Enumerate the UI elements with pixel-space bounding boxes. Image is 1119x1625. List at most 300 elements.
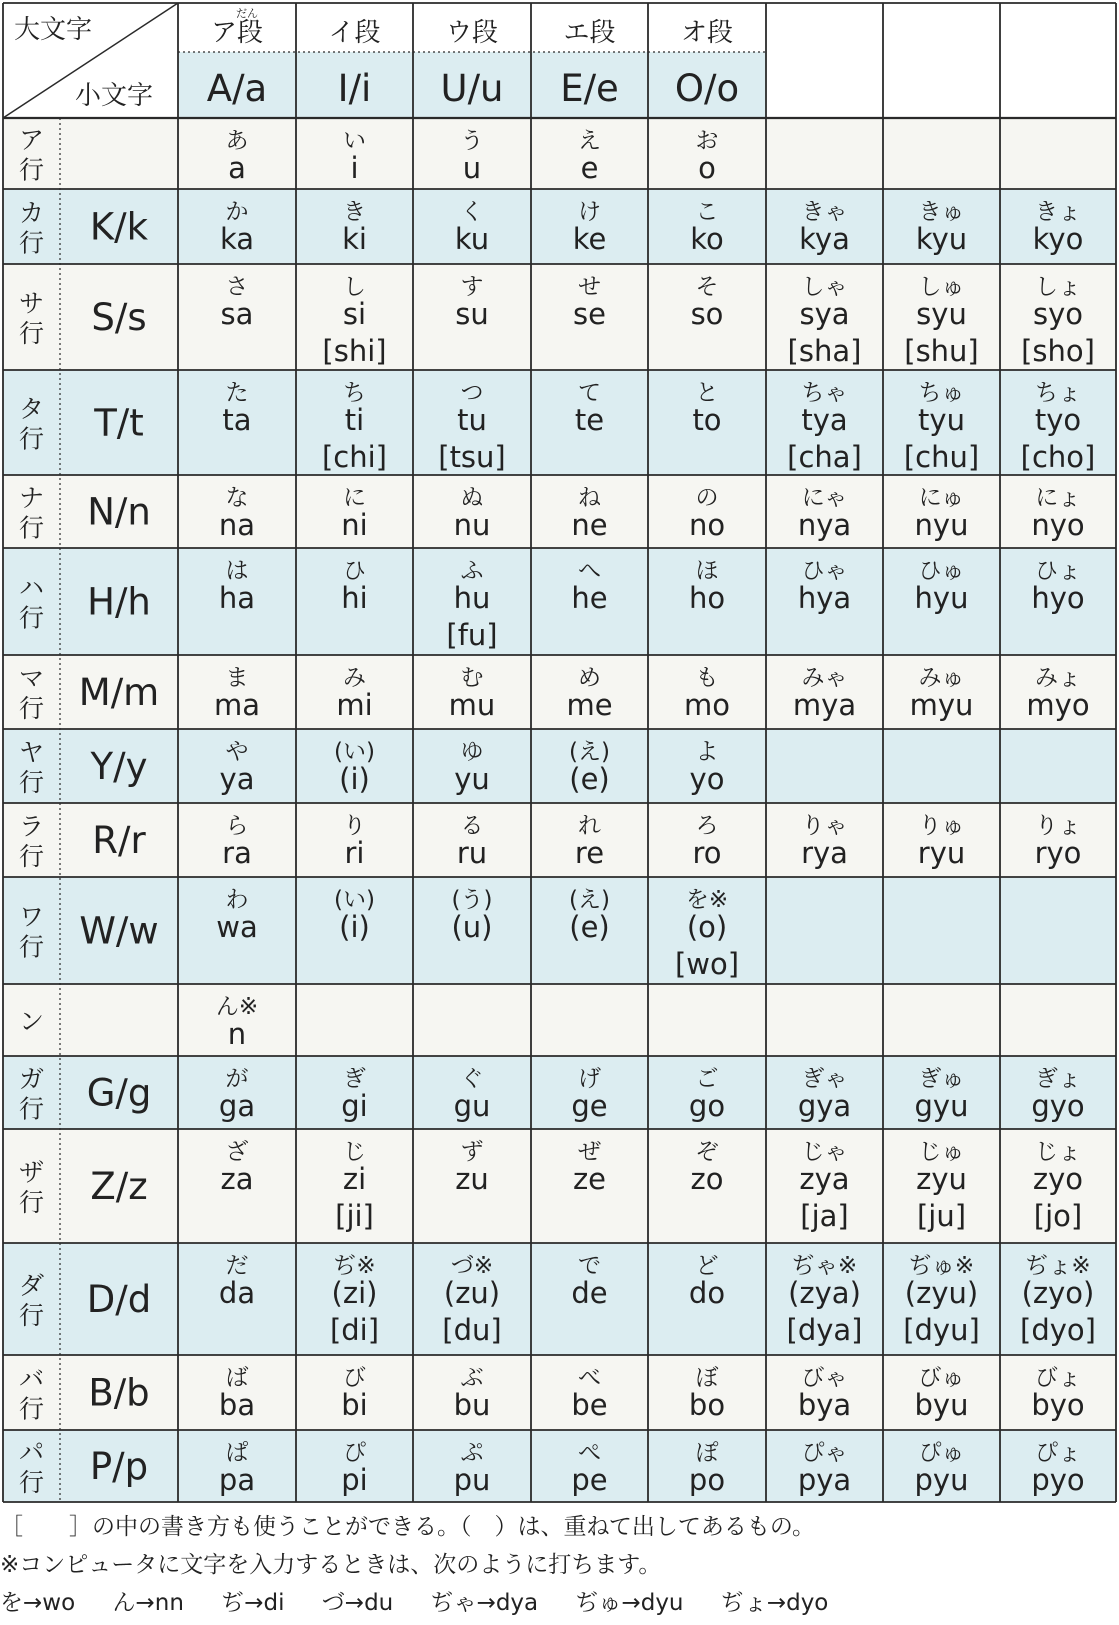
cell-romaji: zo [690, 1162, 724, 1196]
cell-romaji: zya [799, 1162, 850, 1196]
cell-romaji: bo [688, 1388, 726, 1422]
row-latin-label: K/k [89, 205, 149, 249]
cell-romaji: (o) [686, 910, 728, 944]
gyo-suffix: 行 [18, 155, 45, 185]
cell-kana: りゃ [801, 813, 848, 839]
cell-alt-romaji: [jo] [1033, 1199, 1083, 1233]
cell-romaji: ba [218, 1388, 256, 1422]
cell-alt-romaji: [chu] [903, 440, 980, 474]
cell-romaji: a [228, 151, 246, 185]
cell-romaji: ge [571, 1089, 608, 1123]
cell-kana: ど [695, 1253, 719, 1279]
gyo-kana: ザ [18, 1158, 45, 1187]
cell-romaji: zu [455, 1162, 489, 1196]
cell-kana: た [225, 380, 249, 406]
cell-romaji: bya [797, 1388, 852, 1422]
cell-kana: さ [225, 274, 249, 300]
cell-kana: ご [695, 1066, 719, 1092]
cell-kana: こ [695, 199, 719, 225]
gyo-suffix: 行 [18, 603, 45, 633]
cell-alt-romaji: [chi] [321, 440, 388, 474]
column-latin-header: U/u [440, 67, 504, 110]
dan-ruby: だん [236, 7, 258, 20]
cell-kana: む [460, 665, 484, 691]
cell-kana: ひょ [1035, 558, 1081, 584]
conversion-item: ぢょ→dyo [720, 1590, 829, 1616]
gyo-suffix: 行 [18, 1301, 45, 1330]
row-latin-label: B/b [88, 1371, 150, 1415]
cell-kana: そ [695, 274, 719, 300]
cell-romaji: da [218, 1276, 256, 1310]
cell-romaji: ti [344, 403, 365, 437]
cell-kana: にゃ [801, 485, 848, 511]
cell-kana: しゃ [801, 274, 848, 300]
cell-kana: や [225, 739, 249, 765]
cell-romaji: (i) [339, 762, 370, 796]
cell-romaji: ro [692, 836, 722, 870]
gyo-suffix: 行 [18, 424, 45, 454]
cell-kana: づ※ [450, 1253, 494, 1279]
cell-kana: へ [578, 558, 601, 584]
cell-romaji: me [566, 688, 613, 722]
cell-kana: が [225, 1066, 249, 1092]
gyo-kana: ン [18, 1007, 45, 1036]
gyo-kana: サ [18, 289, 45, 318]
cell-kana: す [460, 274, 484, 300]
cell-alt-romaji: [tsu] [438, 440, 506, 474]
footnotes [0, 1508, 1119, 1622]
header-lower-label: 小文字 [75, 81, 154, 111]
gyo-kana: カ [18, 198, 45, 228]
cell-romaji: ru [456, 836, 488, 870]
cell-kana: ひゃ [801, 558, 848, 584]
cell-romaji: myu [909, 688, 974, 722]
cell-romaji: o [698, 151, 716, 185]
cell-kana: ね [578, 485, 601, 511]
cell-romaji: nyu [914, 508, 969, 542]
cell-kana: ぴ [343, 1440, 366, 1466]
cell-kana: な [225, 485, 249, 511]
cell-kana: じょ [1035, 1139, 1081, 1165]
cell-romaji: na [218, 508, 256, 542]
cell-kana: よ [695, 739, 719, 765]
cell-romaji: se [573, 297, 606, 331]
cell-kana: りゅ [918, 813, 965, 839]
gyo-kana: ハ [18, 573, 45, 603]
row-latin-label: T/t [94, 401, 144, 445]
gyo-kana: マ [18, 664, 45, 693]
cell-romaji: ku [454, 222, 490, 256]
cell-romaji: ka [219, 222, 255, 256]
cell-romaji: he [571, 581, 608, 615]
column-latin-header: I/i [337, 67, 372, 110]
cell-kana: せ [578, 274, 601, 300]
cell-alt-romaji: [dyo] [1020, 1313, 1096, 1347]
cell-romaji: gya [797, 1089, 852, 1123]
cell-alt-romaji: [fu] [446, 618, 498, 652]
gyo-kana: ワ [18, 902, 45, 932]
cell-kana: (う) [451, 887, 493, 913]
cell-romaji: hya [797, 581, 852, 615]
cell-kana: (え) [569, 739, 610, 765]
conversion-list [0, 1584, 1119, 1622]
cell-kana: ざ [225, 1139, 249, 1165]
cell-kana: ぢ※ [333, 1253, 376, 1279]
cell-kana: の [695, 485, 719, 511]
cell-kana: れ [578, 813, 601, 839]
row-band [3, 877, 1116, 984]
cell-kana: ぼ [695, 1365, 719, 1391]
gyo-suffix: 行 [18, 694, 45, 723]
cell-kana: く [460, 199, 484, 225]
cell-kana: ぐ [460, 1066, 484, 1092]
cell-romaji: (e) [569, 762, 610, 796]
cell-romaji: ha [218, 581, 256, 615]
cell-romaji: ni [341, 508, 368, 542]
cell-kana: ちゃ [801, 380, 848, 406]
cell-kana: きゃ [801, 199, 848, 225]
cell-romaji: so [690, 297, 724, 331]
cell-kana: ぜ [578, 1139, 601, 1165]
cell-romaji: ho [688, 581, 726, 615]
column-latin-header: E/e [560, 67, 619, 110]
cell-romaji: pyo [1031, 1463, 1085, 1497]
gyo-suffix: 行 [18, 319, 45, 348]
cell-kana: にゅ [918, 485, 965, 511]
cell-alt-romaji: [cho] [1020, 440, 1096, 474]
cell-romaji: pya [797, 1463, 852, 1497]
cell-romaji: (zi) [331, 1276, 378, 1310]
gyo-suffix: 行 [18, 1468, 45, 1497]
conversion-item: を→wo [0, 1590, 76, 1616]
cell-kana: じゃ [801, 1139, 848, 1165]
cell-romaji: ryo [1034, 836, 1082, 870]
conversion-item: づ→du [321, 1590, 394, 1616]
cell-romaji: ri [344, 836, 365, 870]
cell-kana: ほ [695, 558, 719, 584]
cell-kana: ぱ [225, 1440, 249, 1466]
column-kana-header: イ段 [328, 18, 381, 48]
cell-kana: お [695, 128, 719, 154]
row-latin-label: P/p [89, 1445, 149, 1488]
cell-romaji: n [227, 1017, 247, 1051]
gyo-kana: パ [18, 1438, 45, 1467]
cell-romaji: i [350, 151, 359, 185]
cell-kana: め [578, 665, 601, 691]
cell-kana: ぎゅ [918, 1066, 965, 1092]
cell-romaji: pyu [914, 1463, 969, 1497]
cell-kana: し [343, 274, 366, 300]
cell-romaji: ne [571, 508, 608, 542]
cell-romaji: yo [689, 762, 725, 796]
cell-romaji: ki [342, 222, 367, 256]
cell-romaji: byu [914, 1388, 969, 1422]
cell-romaji: te [574, 403, 605, 437]
gyo-kana: ア [18, 125, 45, 155]
row-latin-label: H/h [87, 580, 151, 624]
cell-romaji: hu [453, 581, 491, 615]
row-band [3, 118, 1116, 189]
cell-romaji: ya [219, 762, 255, 796]
cell-romaji: mo [684, 688, 730, 722]
cell-kana: ちゅ [918, 380, 965, 406]
cell-romaji: de [571, 1276, 608, 1310]
cell-kana: (い) [334, 739, 375, 765]
cell-romaji: tya [801, 403, 848, 437]
cell-alt-romaji: [sha] [787, 334, 862, 368]
cell-romaji: za [220, 1162, 254, 1196]
cell-kana: ゆ [460, 739, 484, 765]
row-latin-label: D/d [86, 1278, 152, 1321]
row-band [3, 729, 1116, 803]
conversion-item: ぢ→di [221, 1590, 285, 1616]
cell-kana: み [343, 665, 366, 691]
cell-romaji: pu [453, 1463, 491, 1497]
cell-kana: だ [225, 1253, 249, 1279]
cell-romaji: ryu [917, 836, 966, 870]
cell-kana: ぢゅ※ [908, 1253, 975, 1279]
cell-alt-romaji: [ju] [916, 1199, 967, 1233]
cell-kana: ちょ [1035, 380, 1081, 406]
cell-romaji: (i) [339, 910, 370, 944]
cell-kana: ば [225, 1365, 249, 1391]
cell-romaji: su [455, 297, 489, 331]
cell-romaji: ko [690, 222, 724, 256]
cell-kana: あ [225, 128, 249, 154]
cell-romaji: (zyo) [1021, 1276, 1095, 1310]
gyo-kana: タ [18, 394, 45, 424]
cell-kana: びゃ [801, 1365, 848, 1391]
gyo-suffix: 行 [18, 228, 45, 258]
cell-kana: き [343, 199, 366, 225]
row-band [3, 984, 1116, 1056]
cell-kana: ぺ [578, 1440, 601, 1466]
row-latin-label: N/n [87, 490, 151, 534]
cell-kana: と [695, 380, 719, 406]
cell-romaji: mu [448, 688, 496, 722]
cell-kana: ひゅ [918, 558, 965, 584]
cell-kana: びょ [1035, 1365, 1081, 1391]
cell-alt-romaji: [shi] [322, 334, 387, 368]
conversion-item: ぢゅ→dyu [575, 1590, 684, 1616]
cell-romaji: ga [218, 1089, 256, 1123]
cell-kana: ぎょ [1035, 1066, 1081, 1092]
cell-kana: ら [225, 813, 249, 839]
cell-alt-romaji: [dya] [786, 1313, 863, 1347]
cell-kana: ず [460, 1139, 484, 1165]
cell-kana: しょ [1035, 274, 1081, 300]
cell-romaji: gyo [1031, 1089, 1085, 1123]
cell-romaji: nya [797, 508, 852, 542]
row-latin-label: M/m [78, 671, 160, 714]
cell-alt-romaji: [dyu] [903, 1313, 980, 1347]
cell-kana: きゅ [918, 199, 965, 225]
cell-romaji: kyu [915, 222, 968, 256]
cell-romaji: ma [213, 688, 261, 722]
cell-romaji: nu [453, 508, 491, 542]
cell-alt-romaji: [cha] [787, 440, 862, 474]
cell-romaji: (zu) [443, 1276, 501, 1310]
cell-kana: ま [225, 665, 249, 691]
cell-romaji: syu [916, 297, 967, 331]
cell-romaji: e [580, 151, 599, 185]
cell-romaji: po [688, 1463, 726, 1497]
gyo-suffix: 行 [18, 768, 45, 797]
cell-kana: べ [578, 1365, 601, 1391]
cell-kana: げ [578, 1066, 601, 1092]
conversion-item: ん→nn [112, 1590, 184, 1616]
row-latin-label: R/r [92, 819, 146, 862]
cell-kana: ふ [460, 558, 484, 584]
cell-kana: ぢゃ※ [791, 1253, 858, 1279]
cell-romaji: gi [341, 1089, 368, 1123]
cell-kana: は [225, 558, 249, 584]
gyo-kana: ガ [18, 1064, 45, 1094]
cell-alt-romaji: [shu] [904, 334, 979, 368]
cell-kana: ん※ [215, 994, 259, 1020]
cell-kana: (え) [569, 887, 610, 913]
cell-kana: にょ [1035, 485, 1081, 511]
gyo-kana: ラ [18, 812, 45, 841]
cell-romaji: no [688, 508, 726, 542]
cell-romaji: sya [799, 297, 850, 331]
row-latin-label: Z/z [90, 1165, 148, 1208]
cell-kana: り [343, 813, 366, 839]
cell-romaji: gyu [914, 1089, 969, 1123]
column-latin-header: A/a [206, 67, 268, 110]
cell-kana: も [695, 665, 719, 691]
gyo-kana: ダ [18, 1271, 45, 1300]
row-latin-label: Y/y [90, 745, 148, 788]
cell-romaji: bu [453, 1388, 491, 1422]
cell-romaji: zyu [916, 1162, 967, 1196]
cell-alt-romaji: [du] [442, 1313, 502, 1347]
cell-romaji: syo [1032, 297, 1084, 331]
cell-romaji: pe [571, 1463, 608, 1497]
cell-kana: え [578, 128, 601, 154]
cell-kana: に [343, 485, 366, 511]
column-latin-header: O/o [674, 67, 740, 110]
gyo-suffix: 行 [18, 513, 45, 543]
cell-romaji: pi [341, 1463, 368, 1497]
cell-kana: ぎ [343, 1066, 366, 1092]
cell-romaji: do [688, 1276, 726, 1310]
cell-alt-romaji: [wo] [674, 947, 740, 981]
cell-kana: ひ [343, 558, 366, 584]
cell-kana: きょ [1035, 199, 1081, 225]
cell-romaji: tyu [918, 403, 965, 437]
cell-kana: る [460, 813, 484, 839]
cell-romaji: zyo [1032, 1162, 1084, 1196]
cell-kana: じゅ [918, 1139, 965, 1165]
cell-alt-romaji: [sho] [1021, 334, 1095, 368]
cell-kana: ぽ [695, 1440, 719, 1466]
row-latin-label: G/g [86, 1071, 152, 1115]
cell-romaji: ke [572, 222, 607, 256]
cell-romaji: sa [220, 297, 254, 331]
cell-romaji: si [342, 297, 367, 331]
cell-romaji: tu [457, 403, 487, 437]
cell-kana: びゅ [918, 1365, 965, 1391]
cell-kana: う [460, 128, 484, 154]
cell-kana: ぶ [460, 1365, 484, 1391]
cell-romaji: re [574, 836, 605, 870]
cell-kana: ぢょ※ [1025, 1253, 1091, 1279]
column-kana-header: エ段 [563, 18, 616, 48]
cell-romaji: tyo [1034, 403, 1082, 437]
note-input: ※コンピュータに文字を入力するときは、次のように打ちます。 [0, 1552, 662, 1578]
cell-romaji: wa [216, 910, 258, 944]
cell-kana: ぬ [460, 485, 484, 511]
cell-kana: ろ [695, 813, 719, 839]
cell-romaji: pa [218, 1463, 256, 1497]
cell-kana: を※ [685, 887, 729, 913]
cell-romaji: u [462, 151, 482, 185]
cell-kana: りょ [1035, 813, 1081, 839]
cell-kana: じ [343, 1139, 366, 1165]
cell-kana: ぞ [695, 1139, 719, 1165]
cell-kana: つ [460, 380, 484, 406]
cell-kana: ぴゃ [801, 1440, 848, 1466]
conversion-item: ぢゃ→dya [430, 1590, 539, 1616]
cell-romaji: nyo [1031, 508, 1085, 542]
cell-kana: け [578, 199, 601, 225]
gyo-suffix: 行 [18, 1094, 45, 1124]
cell-romaji: kya [799, 222, 850, 256]
cell-kana: ぴゅ [918, 1440, 965, 1466]
cell-romaji: gu [453, 1089, 491, 1123]
cell-romaji: myo [1026, 688, 1090, 722]
cell-alt-romaji: [ji] [335, 1199, 374, 1233]
column-kana-header: オ段 [680, 18, 734, 48]
cell-romaji: rya [801, 836, 848, 870]
cell-romaji: (e) [569, 910, 610, 944]
cell-kana: ぴょ [1035, 1440, 1081, 1466]
cell-romaji: ta [222, 403, 252, 437]
cell-alt-romaji: [di] [329, 1313, 380, 1347]
cell-kana: みゅ [918, 665, 965, 691]
cell-alt-romaji: [ja] [800, 1199, 849, 1233]
gyo-kana: ナ [18, 483, 45, 513]
cell-kana: か [225, 199, 249, 225]
cell-kana: (い) [334, 887, 375, 913]
cell-kana: わ [225, 887, 249, 913]
cell-romaji: hi [341, 581, 368, 615]
row-latin-label: S/s [91, 296, 147, 339]
row-latin-label: W/w [79, 909, 159, 953]
cell-kana: ち [343, 380, 366, 406]
column-kana-header: ア段 [210, 18, 264, 48]
cell-romaji: (zya) [788, 1276, 861, 1310]
cell-romaji: hyu [914, 581, 969, 615]
gyo-suffix: 行 [18, 842, 45, 871]
cell-kana: みゃ [801, 665, 848, 691]
gyo-suffix: 行 [18, 1188, 45, 1217]
cell-romaji: ra [222, 836, 252, 870]
header-upper-label: 大文字 [14, 15, 93, 45]
cell-kana: て [578, 380, 601, 406]
cell-romaji: bi [341, 1388, 368, 1422]
cell-romaji: go [688, 1089, 726, 1123]
cell-romaji: byo [1031, 1388, 1085, 1422]
cell-romaji: ze [572, 1162, 607, 1196]
gyo-kana: バ [18, 1364, 45, 1394]
cell-romaji: yu [454, 762, 490, 796]
cell-kana: みょ [1035, 665, 1081, 691]
column-kana-header: ウ段 [445, 18, 499, 48]
cell-romaji: be [571, 1388, 608, 1422]
cell-romaji: (u) [451, 910, 493, 944]
